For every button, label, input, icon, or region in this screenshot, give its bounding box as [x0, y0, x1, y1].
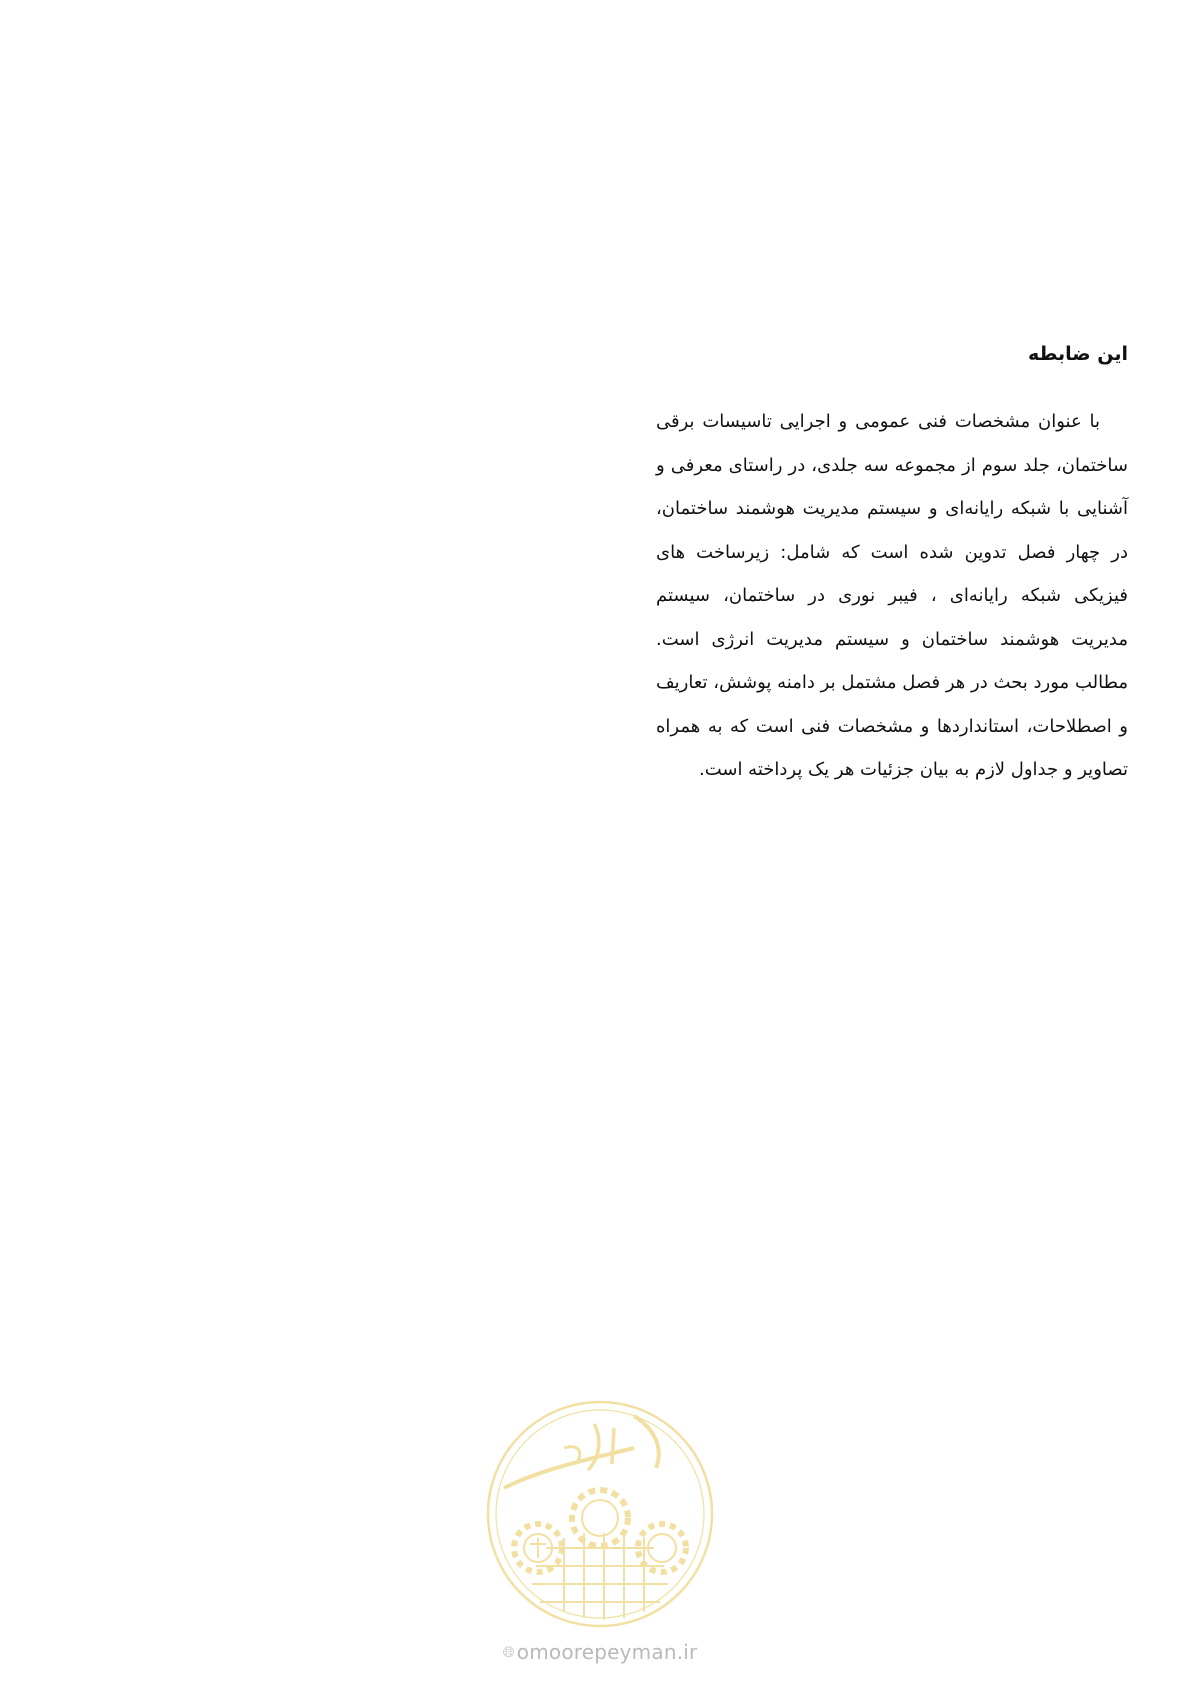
globe-icon: 🌐︎	[502, 1643, 515, 1661]
watermark-logo	[484, 1398, 716, 1630]
section-heading: این ضابطه	[1027, 343, 1128, 365]
watermark-url	[484, 1640, 716, 1664]
watermark-url-text: omoorepeyman.ir	[516, 1640, 698, 1664]
body-paragraph: با عنوان مشخصات فنی عمومی و اجرایی تاسیسات برقی ساختمان، جلد سوم از مجموعه سه جلدی، در راستای معرفی و آشنایی با شبکه رایانه‌ای و سیستم مدیریت هوشمند ساختمان، در چهار فصل تدوین شده است که شامل: زیرساخت های فیزیکی شبکه رایانه‌ای ، فیبر نوری در ساختمان، سیستم مدیریت هوشمند ساختمان و سیستم مدیریت انرژی است. مطالب مورد بحث در هر فصل مشتمل بر دامنه پوشش، تعاریف و اصطلاحات، استانداردها و مشخصات فنی است که به همراه تصاویر و جداول لازم به بیان جزئیات هر یک پرداخته است.	[656, 411, 1128, 780]
